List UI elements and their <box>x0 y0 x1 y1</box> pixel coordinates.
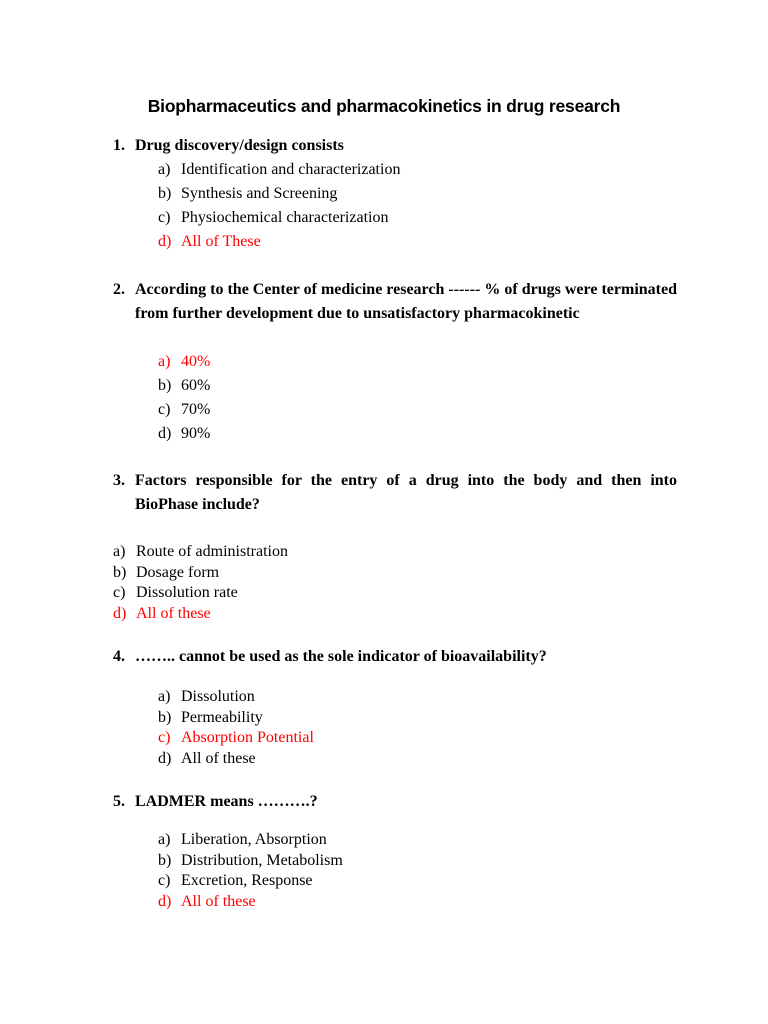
question-text: Factors responsible for the entry of a drug into the body and then into BioPhase include? <box>135 472 677 513</box>
option-text: 60% <box>181 377 211 394</box>
option-text: All of these <box>181 749 256 767</box>
option-text: Liberation, Absorption <box>181 831 327 848</box>
option-letter: a) <box>158 831 171 848</box>
option-text: Dissolution <box>181 688 255 705</box>
option-letter: a) <box>113 543 126 560</box>
option-letter: b) <box>158 185 172 202</box>
question-1 <box>113 134 677 158</box>
option-letter: c) <box>158 872 171 889</box>
option-text: Dosage form <box>136 563 220 581</box>
option-letter: b) <box>158 377 172 394</box>
option-letter: d) <box>158 425 172 442</box>
option-text: Synthesis and Screening <box>181 185 338 202</box>
option-text: All of These <box>181 233 261 250</box>
question-text: …….. cannot be used as the sole indicator of bioavailability? <box>135 648 547 665</box>
option-text: Distribution, Metabolism <box>181 851 343 869</box>
option-text: 90% <box>181 425 211 442</box>
option-letter: c) <box>113 584 126 601</box>
question-4 <box>113 645 677 669</box>
question-text: LADMER means ……….? <box>135 793 318 810</box>
page-title: Biopharmaceutics and pharmacokinetics in drug research <box>147 96 621 116</box>
option-text: Dissolution rate <box>136 584 238 601</box>
option-text: Absorption Potential <box>181 729 314 746</box>
question-text: Drug discovery/design consists <box>135 137 344 154</box>
option-letter: d) <box>158 749 172 767</box>
option-text: Route of administration <box>136 543 288 560</box>
question-2 <box>113 278 677 326</box>
option-text: Excretion, Response <box>181 872 313 889</box>
question-3 <box>113 469 677 517</box>
option-letter: c) <box>158 729 171 746</box>
option-letter: a) <box>158 688 171 705</box>
option-text: All of these <box>181 892 256 910</box>
option-letter: c) <box>158 401 171 418</box>
option-text: 40% <box>181 353 211 370</box>
option-text: All of these <box>136 604 211 622</box>
option-letter: a) <box>158 353 171 370</box>
question-text: According to the Center of medicine research ------ % of drugs were terminated from further development due to unsatisfactory pharmacokinetic <box>135 281 677 322</box>
option-letter: b) <box>158 708 172 726</box>
question-number: 4. <box>113 648 125 665</box>
question-number: 3. <box>113 472 125 489</box>
option-letter: d) <box>158 892 172 910</box>
option-text: Identification and characterization <box>181 161 401 178</box>
option-text: Permeability <box>181 708 263 726</box>
question-number: 1. <box>113 137 125 154</box>
option-text: 70% <box>181 401 211 418</box>
option-letter: b) <box>158 851 172 869</box>
option-letter: d) <box>158 233 172 250</box>
option-text: Physiochemical characterization <box>181 209 389 226</box>
option-letter: d) <box>113 604 127 622</box>
question-5 <box>113 790 677 814</box>
question-number: 5. <box>113 793 125 810</box>
question-number: 2. <box>113 281 125 298</box>
option-letter: b) <box>113 563 127 581</box>
option-letter: a) <box>158 161 171 178</box>
option-letter: c) <box>158 209 171 226</box>
